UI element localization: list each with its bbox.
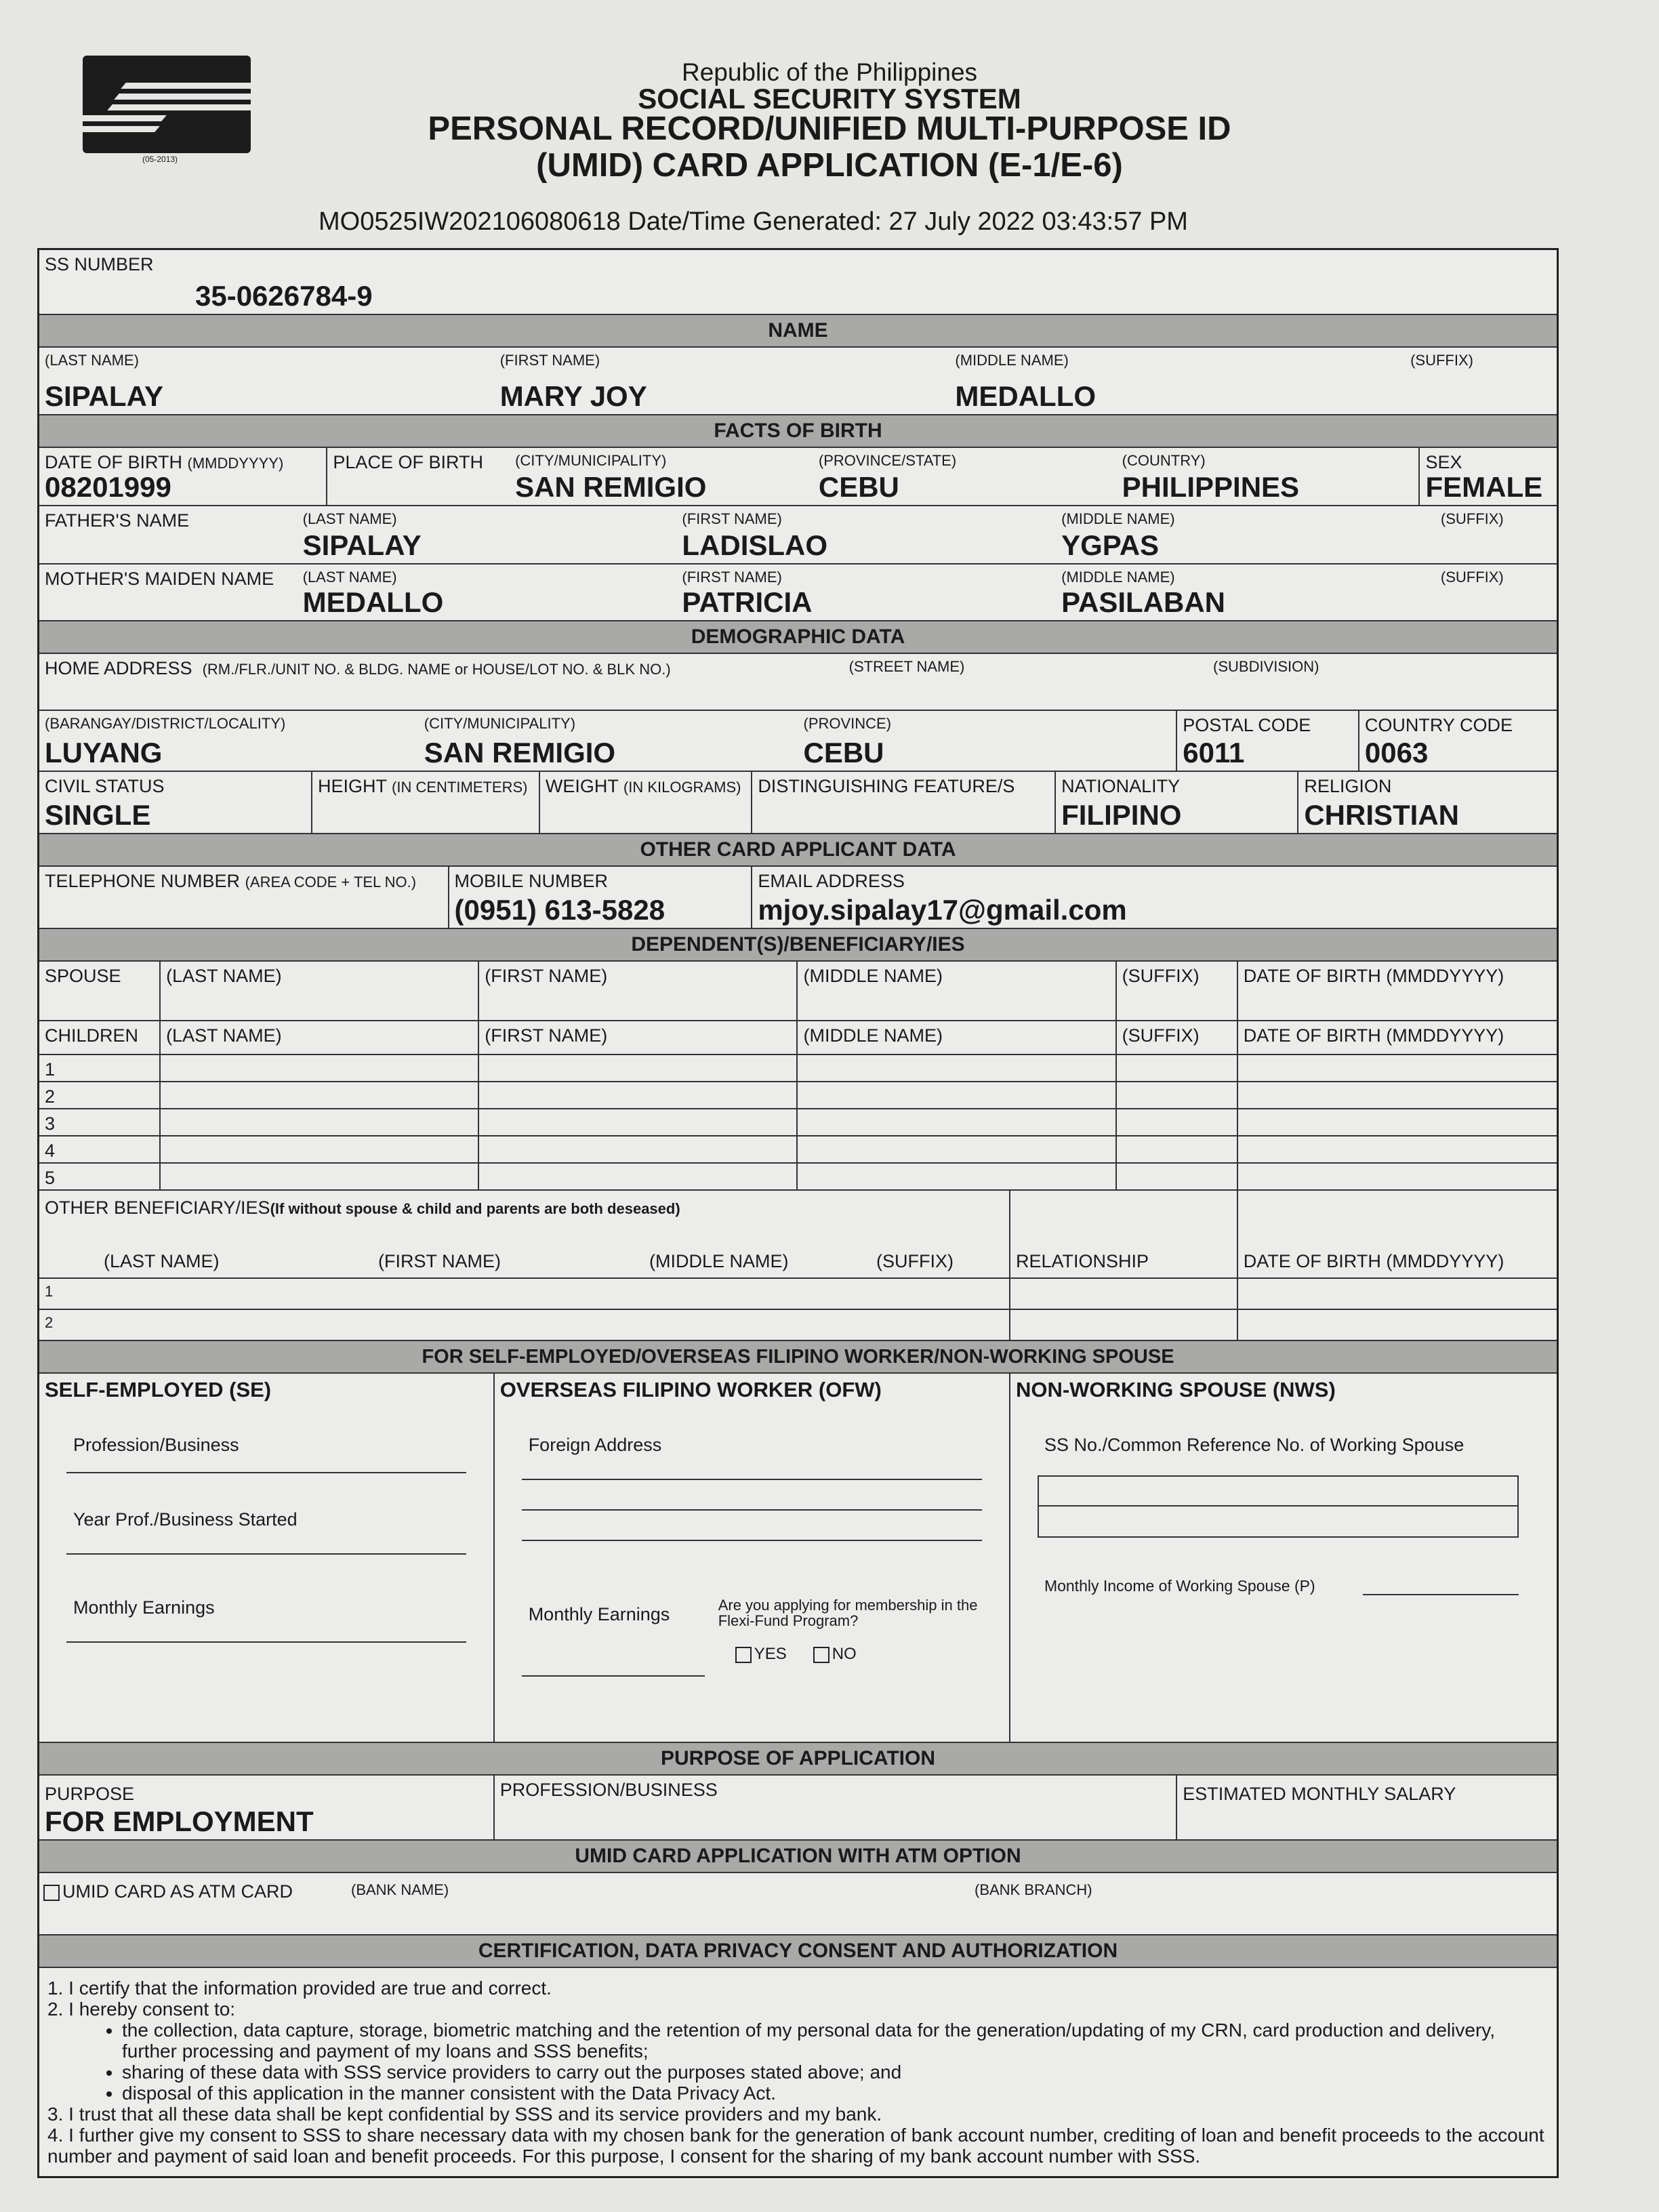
child-row-cell bbox=[798, 1136, 1116, 1162]
sex-value: FEMALE bbox=[1425, 471, 1543, 503]
children-header-row-cell bbox=[1238, 1021, 1557, 1054]
father-label: FATHER'S NAME bbox=[45, 510, 190, 531]
subdivision-label: (SUBDIVISION) bbox=[1213, 658, 1319, 675]
se-earnings-label: Monthly Earnings bbox=[73, 1597, 215, 1618]
certification-text bbox=[39, 1968, 1557, 2176]
column-label: (SUFFIX) bbox=[1122, 966, 1200, 986]
weight-label: WEIGHT bbox=[545, 776, 619, 796]
cert-item-1: 1. I certify that the information provided are true and correct. bbox=[47, 1978, 552, 1999]
barangay-label: (BARANGAY/DISTRICT/LOCALITY) bbox=[45, 715, 286, 732]
child-row-cell bbox=[1117, 1109, 1238, 1135]
bank-name-label: (BANK NAME) bbox=[351, 1881, 449, 1898]
other-beneficiary-row bbox=[39, 1310, 1557, 1341]
ob-rel-cell bbox=[1010, 1279, 1238, 1309]
child-row-cell bbox=[1117, 1082, 1238, 1108]
generated-info: MO0525IW202106080618 Date/Time Generated: 27 July 2022 03:43:57 PM bbox=[319, 207, 1188, 236]
dob-label: DATE OF BIRTH bbox=[45, 452, 183, 472]
ob-rel-cell bbox=[1010, 1310, 1238, 1340]
ob-dob bbox=[1238, 1191, 1557, 1277]
child-row-cell bbox=[798, 1055, 1116, 1081]
children-header-row bbox=[39, 1021, 1557, 1055]
mother-last-label: (LAST NAME) bbox=[302, 569, 397, 586]
postal-code-label: POSTAL CODE bbox=[1183, 715, 1311, 735]
height-unit: (IN CENTIMETERS) bbox=[392, 779, 528, 796]
child-row-cell bbox=[479, 1136, 798, 1162]
civil-status-label: CIVIL STATUS bbox=[45, 776, 165, 796]
sex-label: SEX bbox=[1425, 452, 1462, 472]
features-label: DISTINGUISHING FEATURE/S bbox=[758, 776, 1015, 796]
ob-relationship bbox=[1010, 1191, 1238, 1277]
mother-middle-value: PASILABAN bbox=[1061, 586, 1226, 618]
civil-status-row bbox=[39, 772, 1557, 834]
father-first-value: LADISLAO bbox=[682, 529, 828, 561]
ob-suffix-label: (SUFFIX) bbox=[876, 1251, 954, 1271]
cert-item-1-text: I certify that the information provided are true and correct. bbox=[68, 1978, 552, 1999]
father-suffix-label: (SUFFIX) bbox=[1440, 510, 1504, 527]
column-label: 3 bbox=[45, 1113, 56, 1134]
ob-dob-label: DATE OF BIRTH (MMDDYYYY) bbox=[1243, 1251, 1504, 1271]
country-code-label: COUNTRY CODE bbox=[1364, 715, 1513, 735]
pob-label: PLACE OF BIRTH bbox=[333, 452, 483, 472]
child-row-cell bbox=[39, 1109, 161, 1135]
nws-income-label: Monthly Income of Working Spouse (P) bbox=[1044, 1577, 1315, 1595]
cert-item-4: 4. I further give my consent to SSS to share necessary data with my chosen bank for the generation of bank account number, crediting of loan and benefit proceeds to the account number and payment of said loan and benefit proceeds. For this purpose, I consent for the sharing of my bank account number with SSS. bbox=[47, 2125, 1544, 2167]
email-label: EMAIL ADDRESS bbox=[758, 871, 905, 891]
telephone-sub: (AREA CODE + TEL NO.) bbox=[245, 874, 417, 890]
nationality-label: NATIONALITY bbox=[1061, 776, 1181, 796]
child-row-cell bbox=[39, 1164, 161, 1189]
child-row-cell bbox=[39, 1136, 161, 1162]
first-name-label: (FIRST NAME) bbox=[499, 352, 600, 369]
section-demographic: DEMOGRAPHIC DATA bbox=[39, 621, 1557, 654]
birth-city-label: (CITY/MUNICIPALITY) bbox=[515, 452, 667, 469]
other-beneficiary-title bbox=[45, 1197, 1004, 1218]
se-year-label: Year Prof./Business Started bbox=[73, 1509, 298, 1530]
father-first-label: (FIRST NAME) bbox=[682, 510, 782, 527]
other-beneficiary-note: (If without spouse & child and parents are both deseased) bbox=[270, 1200, 680, 1217]
title-line-1: PERSONAL RECORD/UNIFIED MULTI-PURPOSE ID bbox=[428, 110, 1231, 147]
ss-number-label: SS NUMBER bbox=[45, 254, 154, 274]
flexi-no-checkbox[interactable] bbox=[813, 1645, 857, 1664]
flexi-yes-checkbox[interactable] bbox=[735, 1645, 787, 1664]
mother-row bbox=[39, 565, 1557, 621]
father-middle-label: (MIDDLE NAME) bbox=[1061, 510, 1175, 527]
children-header-row-cell bbox=[161, 1021, 479, 1054]
father-middle-value: YGPAS bbox=[1061, 529, 1160, 561]
cert-item-2-text: I hereby consent to: bbox=[68, 1999, 236, 2020]
child-row-cell bbox=[161, 1164, 479, 1189]
religion-label: RELIGION bbox=[1304, 776, 1392, 796]
postal-code-value: 6011 bbox=[1183, 737, 1245, 769]
birth-city-value: SAN REMIGIO bbox=[515, 471, 707, 503]
ob-relationship-label: RELATIONSHIP bbox=[1015, 1251, 1149, 1271]
birth-province-label: (PROVINCE/STATE) bbox=[818, 452, 957, 469]
middle-name-value: MEDALLO bbox=[955, 380, 1097, 412]
street-label: (STREET NAME) bbox=[848, 658, 965, 675]
spouse-row-cell bbox=[161, 962, 479, 1020]
nws-ss-label: SS No./Common Reference No. of Working Spouse bbox=[1044, 1435, 1465, 1455]
row-number: 2 bbox=[45, 1314, 54, 1331]
ob-dob-cell bbox=[1238, 1279, 1557, 1309]
ofw-address-label: Foreign Address bbox=[528, 1435, 662, 1455]
child-row-cell bbox=[1117, 1055, 1238, 1081]
city-label: (CITY/MUNICIPALITY) bbox=[424, 715, 576, 732]
cert-item-3: 3. I trust that all these data shall be kept confidential by SSS and its service providers and my bank. bbox=[47, 2104, 882, 2125]
mother-last-value: MEDALLO bbox=[302, 586, 444, 618]
section-purpose: PURPOSE OF APPLICATION bbox=[39, 1743, 1557, 1776]
column-label: 5 bbox=[45, 1168, 56, 1188]
ob-last-label: (LAST NAME) bbox=[104, 1251, 220, 1271]
ob-dob-cell bbox=[1238, 1310, 1557, 1340]
birth-country-label: (COUNTRY) bbox=[1122, 452, 1206, 469]
flexi-yes-label: YES bbox=[754, 1645, 787, 1663]
bank-branch-label: (BANK BRANCH) bbox=[975, 1881, 1092, 1898]
child-row-cell bbox=[39, 1055, 161, 1081]
child-row-cell bbox=[479, 1109, 798, 1135]
logo-year: (05-2013) bbox=[142, 155, 178, 164]
mother-first-label: (FIRST NAME) bbox=[682, 569, 782, 586]
spouse-row-cell bbox=[39, 962, 161, 1020]
agency-name: SOCIAL SECURITY SYSTEM bbox=[638, 83, 1021, 115]
locality-row bbox=[39, 711, 1557, 772]
height-label: HEIGHT bbox=[318, 776, 387, 796]
mobile-value: (0951) 613-5828 bbox=[454, 894, 665, 926]
column-label: (MIDDLE NAME) bbox=[803, 1025, 943, 1046]
ob-name-cell bbox=[39, 1310, 1010, 1340]
children-header-row-cell bbox=[1117, 1021, 1238, 1054]
telephone-label: TELEPHONE NUMBER bbox=[45, 871, 241, 891]
child-row-cell bbox=[479, 1055, 798, 1081]
column-label: CHILDREN bbox=[45, 1025, 139, 1046]
civil-status-value: SINGLE bbox=[45, 799, 151, 831]
atm-checkbox-label: UMID CARD AS ATM CARD bbox=[62, 1881, 293, 1902]
child-row-cell bbox=[479, 1164, 798, 1189]
contact-row bbox=[39, 867, 1557, 929]
nws-ss-input[interactable] bbox=[1038, 1475, 1519, 1538]
salary-label: ESTIMATED MONTHLY SALARY bbox=[1183, 1784, 1456, 1804]
child-row bbox=[39, 1164, 1557, 1191]
section-atm: UMID CARD APPLICATION WITH ATM OPTION bbox=[39, 1841, 1557, 1873]
title-line-2: (UMID) CARD APPLICATION (E-1/E-6) bbox=[536, 147, 1123, 184]
ss-number-value: 35-0626784-9 bbox=[195, 280, 373, 312]
mother-suffix-label: (SUFFIX) bbox=[1440, 569, 1504, 586]
cert-item-3-text: I trust that all these data shall be kept confidential by SSS and its service providers and my bank. bbox=[68, 2104, 882, 2125]
barangay-value: LUYANG bbox=[45, 737, 163, 769]
children-header-row-cell bbox=[798, 1021, 1116, 1054]
child-row bbox=[39, 1055, 1557, 1082]
ob-name-cell bbox=[39, 1279, 1010, 1309]
religion-value: CHRISTIAN bbox=[1304, 799, 1460, 831]
birth-country-value: PHILIPPINES bbox=[1122, 471, 1300, 503]
application-form bbox=[37, 248, 1559, 2178]
column-label: 2 bbox=[45, 1086, 56, 1107]
weight-unit: (IN KILOGRAMS) bbox=[623, 779, 741, 796]
other-beneficiary-names bbox=[39, 1191, 1010, 1277]
child-row bbox=[39, 1109, 1557, 1136]
child-row-cell bbox=[39, 1082, 161, 1108]
other-beneficiary-label: OTHER BENEFICIARY/IES bbox=[45, 1197, 270, 1218]
column-label: (LAST NAME) bbox=[166, 1025, 282, 1046]
dob-value: 08201999 bbox=[45, 471, 171, 503]
profession-label: PROFESSION/BUSINESS bbox=[499, 1780, 718, 1800]
other-beneficiary-header bbox=[39, 1191, 1557, 1279]
birth-province-value: CEBU bbox=[818, 471, 899, 503]
column-label: DATE OF BIRTH (MMDDYYYY) bbox=[1243, 1025, 1504, 1046]
column-label: (SUFFIX) bbox=[1122, 1025, 1200, 1046]
ss-number-row bbox=[39, 250, 1557, 315]
section-dependents: DEPENDENT(S)/BENEFICIARY/IES bbox=[39, 929, 1557, 962]
spouse-row bbox=[39, 962, 1557, 1021]
child-row-cell bbox=[798, 1164, 1116, 1189]
mobile-label: MOBILE NUMBER bbox=[454, 871, 609, 891]
first-name-value: MARY JOY bbox=[499, 380, 647, 412]
birth-row bbox=[39, 448, 1557, 506]
email-value: mjoy.sipalay17@gmail.com bbox=[758, 894, 1127, 926]
cert-item-2: 2. I hereby consent to: bbox=[47, 1999, 236, 2020]
children-header-row-cell bbox=[479, 1021, 798, 1054]
cert-bullet-3: • disposal of this application in the manner consistent with the Data Privacy Act. bbox=[122, 2083, 1549, 2104]
atm-checkbox[interactable] bbox=[43, 1881, 293, 1902]
se-ofw-nws-row bbox=[39, 1374, 1557, 1743]
column-label: DATE OF BIRTH (MMDDYYYY) bbox=[1243, 966, 1504, 986]
child-row-cell bbox=[1238, 1109, 1557, 1135]
child-row-cell bbox=[1238, 1164, 1557, 1189]
flexi-fund-question: Are you applying for membership in the Flexi-Fund Program? bbox=[718, 1597, 978, 1629]
father-last-value: SIPALAY bbox=[302, 529, 422, 561]
child-row-cell bbox=[161, 1082, 479, 1108]
last-name-label: (LAST NAME) bbox=[45, 352, 139, 369]
ofw-earnings-label: Monthly Earnings bbox=[528, 1604, 670, 1624]
mother-first-value: PATRICIA bbox=[682, 586, 813, 618]
flexi-no-label: NO bbox=[832, 1645, 857, 1663]
column-label: (MIDDLE NAME) bbox=[803, 966, 943, 986]
spouse-row-cell bbox=[479, 962, 798, 1020]
column-label: (FIRST NAME) bbox=[485, 966, 608, 986]
section-facts-of-birth: FACTS OF BIRTH bbox=[39, 415, 1557, 448]
father-last-label: (LAST NAME) bbox=[302, 510, 397, 527]
column-label: (LAST NAME) bbox=[166, 966, 282, 986]
father-row bbox=[39, 506, 1557, 565]
column-label: SPOUSE bbox=[45, 966, 121, 986]
child-row-cell bbox=[1238, 1136, 1557, 1162]
section-certification: CERTIFICATION, DATA PRIVACY CONSENT AND AUTHORIZATION bbox=[39, 1936, 1557, 1968]
name-row bbox=[39, 348, 1557, 415]
dob-format: (MMDDYYYY) bbox=[187, 455, 284, 472]
last-name-value: SIPALAY bbox=[45, 380, 164, 412]
nws-title: NON-WORKING SPOUSE (NWS) bbox=[1015, 1378, 1336, 1401]
middle-name-label: (MIDDLE NAME) bbox=[955, 352, 1069, 369]
child-row bbox=[39, 1082, 1557, 1109]
child-row-cell bbox=[798, 1082, 1116, 1108]
province-value: CEBU bbox=[803, 737, 884, 769]
column-label: 1 bbox=[45, 1059, 56, 1080]
spouse-row-cell bbox=[1238, 962, 1557, 1020]
mother-middle-label: (MIDDLE NAME) bbox=[1061, 569, 1175, 586]
child-row-cell bbox=[479, 1082, 798, 1108]
cert-item-4-text: I further give my consent to SSS to share necessary data with my chosen bank for the generation of bank account number, crediting of loan and benefit proceeds to the account number and payment of said loan and benefit proceeds. For this purpose, I consent for the sharing of my bank account number with SSS. bbox=[47, 2125, 1544, 2167]
child-row-cell bbox=[1117, 1136, 1238, 1162]
column-label: 4 bbox=[45, 1141, 56, 1161]
ob-first-label: (FIRST NAME) bbox=[378, 1251, 501, 1271]
home-address-label: HOME ADDRESS bbox=[45, 658, 192, 678]
child-row-cell bbox=[161, 1136, 479, 1162]
children-header-row-cell bbox=[39, 1021, 161, 1054]
dependents-grid bbox=[39, 962, 1557, 1341]
cert-bullet-2: • sharing of these data with SSS service providers to carry out the purposes stated above; and bbox=[122, 2062, 1549, 2083]
section-other-card-data: OTHER CARD APPLICANT DATA bbox=[39, 834, 1557, 867]
spouse-row-cell bbox=[798, 962, 1116, 1020]
form-title bbox=[0, 110, 1659, 184]
spouse-row-cell bbox=[1117, 962, 1238, 1020]
suffix-label: (SUFFIX) bbox=[1410, 352, 1473, 369]
city-value: SAN REMIGIO bbox=[424, 737, 616, 769]
other-beneficiary-row bbox=[39, 1279, 1557, 1310]
province-label: (PROVINCE) bbox=[803, 715, 892, 732]
child-row-cell bbox=[798, 1109, 1116, 1135]
nationality-value: FILIPINO bbox=[1061, 799, 1182, 831]
child-row bbox=[39, 1136, 1557, 1164]
child-row-cell bbox=[161, 1109, 479, 1135]
section-name: NAME bbox=[39, 315, 1557, 348]
se-title: SELF-EMPLOYED (SE) bbox=[45, 1378, 272, 1401]
atm-row bbox=[39, 1873, 1557, 1936]
se-profession-label: Profession/Business bbox=[73, 1435, 239, 1455]
republic-text: Republic of the Philippines bbox=[681, 58, 978, 86]
home-address-sub: (RM./FLR./UNIT NO. & BLDG. NAME or HOUSE/LOT NO. & BLK NO.) bbox=[202, 661, 671, 678]
home-address-row bbox=[39, 654, 1557, 711]
row-number: 1 bbox=[45, 1283, 54, 1300]
purpose-label: PURPOSE bbox=[45, 1784, 135, 1804]
cert-bullet-1: • the collection, data capture, storage, biometric matching and the retention of my personal data for the generation/updating of my CRN, card production and delivery, further processing and payment of my loans and SSS benefits; bbox=[122, 2020, 1549, 2062]
purpose-value: FOR EMPLOYMENT bbox=[45, 1805, 314, 1837]
column-label: (FIRST NAME) bbox=[485, 1025, 608, 1046]
country-code-value: 0063 bbox=[1364, 737, 1429, 769]
ofw-title: OVERSEAS FILIPINO WORKER (OFW) bbox=[499, 1378, 882, 1401]
mother-label: MOTHER'S MAIDEN NAME bbox=[45, 569, 274, 589]
child-row-cell bbox=[1238, 1082, 1557, 1108]
child-row-cell bbox=[161, 1055, 479, 1081]
ob-middle-label: (MIDDLE NAME) bbox=[649, 1251, 789, 1271]
section-self-employed: FOR SELF-EMPLOYED/OVERSEAS FILIPINO WORKER/NON-WORKING SPOUSE bbox=[39, 1341, 1557, 1374]
child-row-cell bbox=[1238, 1055, 1557, 1081]
child-row-cell bbox=[1117, 1164, 1238, 1189]
purpose-row bbox=[39, 1776, 1557, 1841]
